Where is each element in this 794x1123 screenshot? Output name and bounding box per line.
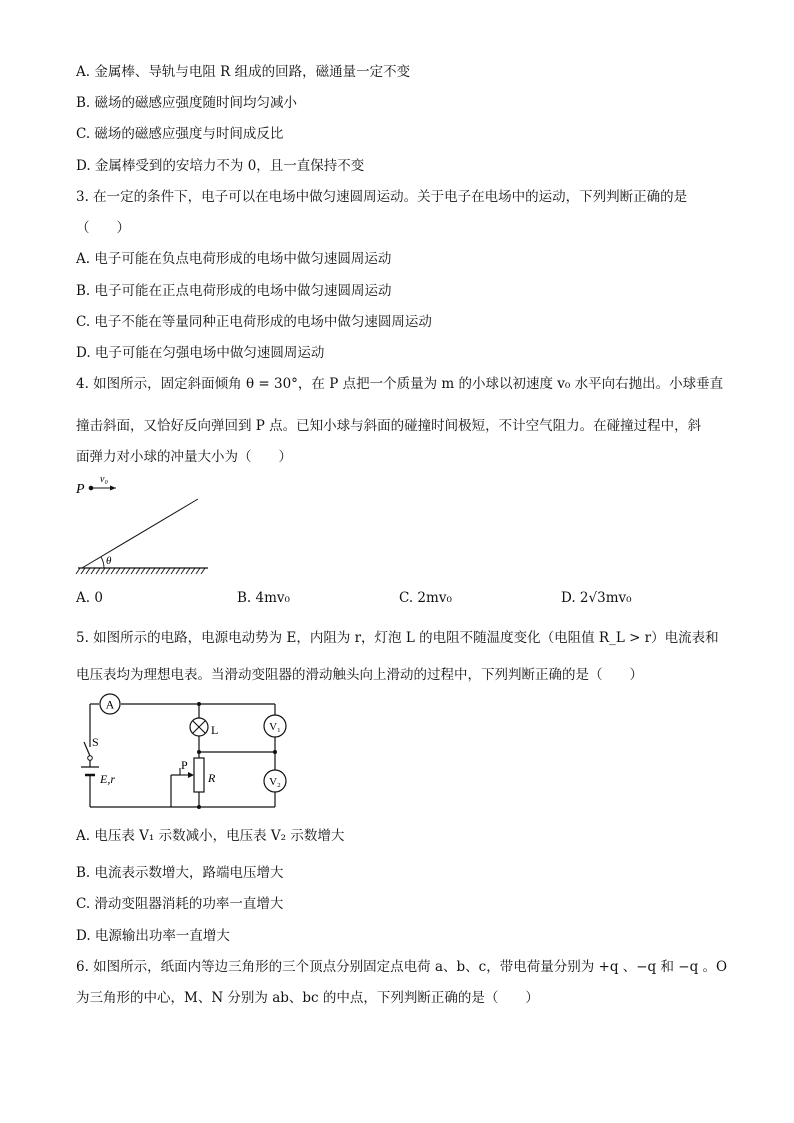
incline-figure: [70, 470, 220, 578]
q3-option-b: B. 电子可能在正点电荷形成的电场中做匀速圆周运动: [76, 283, 392, 299]
q3-option-a: A. 电子可能在负点电荷形成的电场中做匀速圆周运动: [76, 251, 392, 267]
q4-stem-line1: 4. 如图所示，固定斜面倾角 θ = 30°，在 P 点把一个质量为 m 的小球以初速度 v₀ 水平向右抛出。小球垂直: [76, 376, 724, 392]
q6-stem-line1: 6. 如图所示，纸面内等边三角形的三个顶点分别固定点电荷 a、b、c，带电荷量分别为 +q 、−q 和 −q 。O: [76, 959, 728, 975]
q6-stem-line2: 为三角形的中心，M、N 分别为 ab、bc 的中点，下列判断正确的是（ ）: [76, 990, 539, 1006]
q2-option-c: C. 磁场的磁感应强度与时间成反比: [76, 126, 284, 142]
q4-option-b: B. 4mv₀: [237, 590, 290, 606]
incline-line: [82, 499, 198, 568]
voltmeter-v2: [264, 770, 286, 792]
rheostat-label: R: [208, 771, 216, 785]
q5-option-a: A. 电压表 V₁ 示数减小，电压表 V₂ 示数增大: [76, 828, 345, 844]
q4-option-a: A. 0: [76, 590, 103, 606]
ground-hatching: [76, 568, 205, 574]
rheostat: [194, 758, 216, 792]
q5-option-d: D. 电源输出功率一直增大: [76, 928, 230, 944]
angle-label: θ: [106, 555, 112, 567]
junction-dots: [197, 702, 277, 809]
q3-stem-line1: 3. 在一定的条件下，电子可以在电场中做匀速圆周运动。关于电子在电场中的运动，下列判断正确的是: [76, 189, 688, 205]
angle-arc: [101, 557, 104, 568]
source-label: E,r: [100, 772, 115, 786]
q4-stem-line2: 撞击斜面，又恰好反向弹回到 P 点。已知小球与斜面的碰撞时间极短，不计空气阻力。在碰撞过程中，斜: [76, 418, 702, 434]
v1-label: V₁: [269, 721, 281, 733]
v2-label: V₂: [269, 776, 281, 788]
q5-option-c: C. 滑动变阻器消耗的功率一直增大: [76, 896, 284, 912]
q3-option-c: C. 电子不能在等量同种正电荷形成的电场中做匀速圆周运动: [76, 314, 432, 330]
q4-stem-line3: 面弹力对小球的冲量大小为（ ）: [76, 449, 292, 465]
q5-stem-line1: 5. 如图所示的电路，电源电动势为 E，内阻为 r，灯泡 L 的电阻不随温度变化（电阻值 R_L > r）电流表和: [76, 630, 719, 646]
slider-contact: [180, 758, 194, 778]
q2-option-b: B. 磁场的磁感应强度随时间均匀减小: [76, 95, 298, 111]
q4-option-d: D. 2√3mv₀: [561, 590, 632, 606]
ball-dot: [89, 486, 94, 491]
slider-arrow-icon: [188, 772, 194, 778]
ammeter: [100, 694, 120, 714]
slider-label: P: [181, 758, 188, 772]
arrowhead-icon: [110, 486, 116, 491]
q2-option-a: A. 金属棒、导轨与电阻 R 组成的回路，磁通量一定不变: [76, 64, 411, 80]
q5-option-b: B. 电流表示数增大，路端电压增大: [76, 865, 284, 881]
q3-stem-line2: （ ）: [76, 220, 130, 236]
q2-option-d: D. 金属棒受到的安培力不为 0，且一直保持不变: [76, 158, 365, 174]
circuit-figure: [70, 690, 290, 815]
battery: [81, 767, 115, 786]
q3-option-d: D. 电子可能在匀强电场中做匀速圆周运动: [76, 345, 325, 361]
velocity-label: v₀: [100, 474, 108, 485]
lamp: [190, 718, 218, 737]
q4-option-c: C. 2mv₀: [399, 590, 452, 606]
q5-stem-line2: 电压表均为理想电表。当滑动变阻器的滑动触头向上滑动的过程中，下列判断正确的是（ ）: [76, 667, 643, 683]
voltmeter-v1: [264, 715, 286, 737]
switch: [84, 735, 99, 760]
switch-label: S: [92, 735, 99, 749]
ammeter-label: A: [105, 697, 115, 712]
point-p-label: P: [76, 482, 85, 497]
circuit-wires: [90, 704, 275, 807]
lamp-label: L: [211, 723, 219, 737]
